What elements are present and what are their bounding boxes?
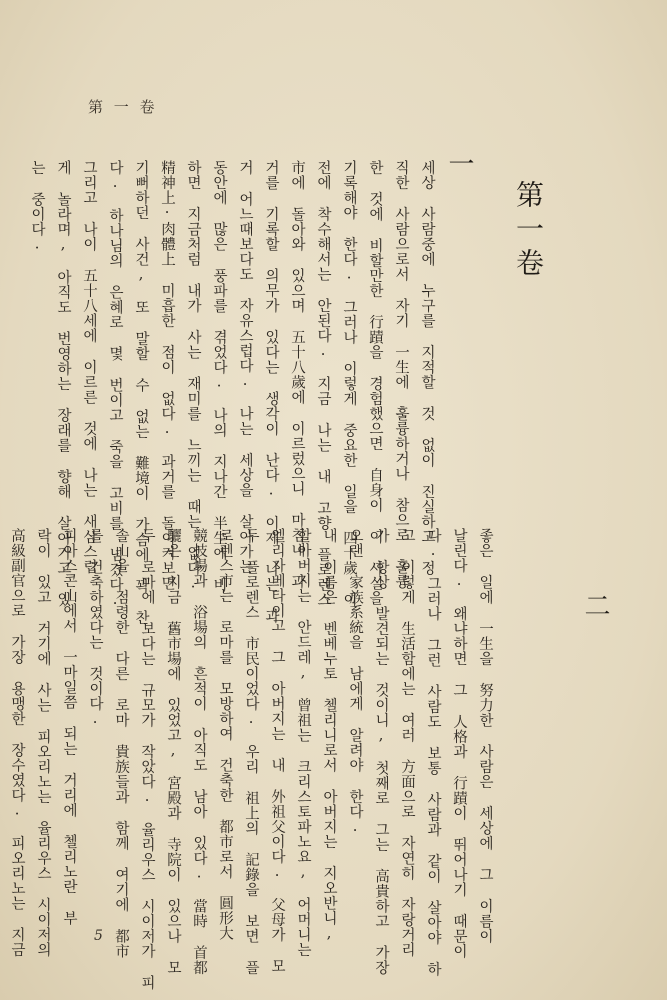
chapter-title: 第一卷 [512,180,545,282]
section-2-body: 좋은 일에 一生을 努力한 사람은 세상에 그 이름이 날린다. 왜냐하면 그 人格과 行蹟이 뛰어나기 때문이 다. 그러나 그런 사람도 보통 사람과 같이 살아야 하 고 이렇게 生活함에는 여러 方面으로 자연히 자랑거리 가 항상 발견되는 것이니, 첫째로 그는 高貴하고 가장 오랜 家族系統을 남에게 알려야 한다. 내 이름은 벤베누토 첼리니로서 아버지는 지오반니, 할아버지는 안드레, 曾祖는 크리스토파노요, 어머니는 엘리자베타이고 그 아버지는 내 外祖父이다. 父母가 모 두 플로렌스 市民이었다. 우리 祖上의 記錄을 보면 플 로렌스市는 로마를 모방하여 건축한 都市로서 圓形大 競技場과 浴場의 흔적이 아직도 남아 있다. 當時 首都 驪은 지금 舊市場에 있었고, 宮殿과 寺院이 있으나 모 두 로마에 보다는 규모가 작았다. 율리우스 시이저가 피 솔山을 점령한 다른 로마 貴族들과 함께 여기에 都市 를 건축하였다는 것이다. 피아스콘山에서 一마일쯤 되는 거리에 첼리노란 부 락이 있고 거기에 사는 피오리노는 율리우스 시이저의 高級副官으로 가장 용맹한 장수였다. 피오리노는 지금 [9,528,493,990]
section-1-body: 세상 사람중에 누구를 지적할 것 없이 진실하고 정 직한 사람으로서 자기 一生에 훌륭하거나 참으로 훌륭 한 것에 비할만한 行蹟을 경험했으면 自身이 이 사실을 기록해야 한다. 그러나 이렇게 중요한 일을 四十歲 이 전에 착수해서는 안된다. 지금 나는 내 고향 플로렌스 市에 돌아와 있으며 五十八歲에 이르렀으니 마침내 과 거를 기록할 의무가 있다는 생각이 난다. 이제 나는 과 거 어느때보다도 자유스럽다. 나는 세상을 살아가는 동안에 많은 풍파를 겪었다. 나의 지나간 半生에 비 하면 지금처럼 내가 사는 재미를 느끼는 때는 없다. 精神上·肉體上 미흡한 점이 없다. 과거를 돌이켜보면 기뻐하던 사건, 또 말할 수 없는 難境이 가슴에 꽉 찬 다. 하나님의 은혜로 몇 번이고 죽을 고비를 넘겼다. 그리고 나이 五十八세에 이르른 것에 나는 새삼스럽 게 놀라며, 아직도 번영하는 장래를 향해 살아가고 있 는 중이다. [29,160,435,625]
running-head: 第 一 卷 [88,98,158,116]
section-number-2: 二 [580,592,610,618]
section-number-1: 一 [444,150,474,176]
page-number: 5 [94,928,103,944]
